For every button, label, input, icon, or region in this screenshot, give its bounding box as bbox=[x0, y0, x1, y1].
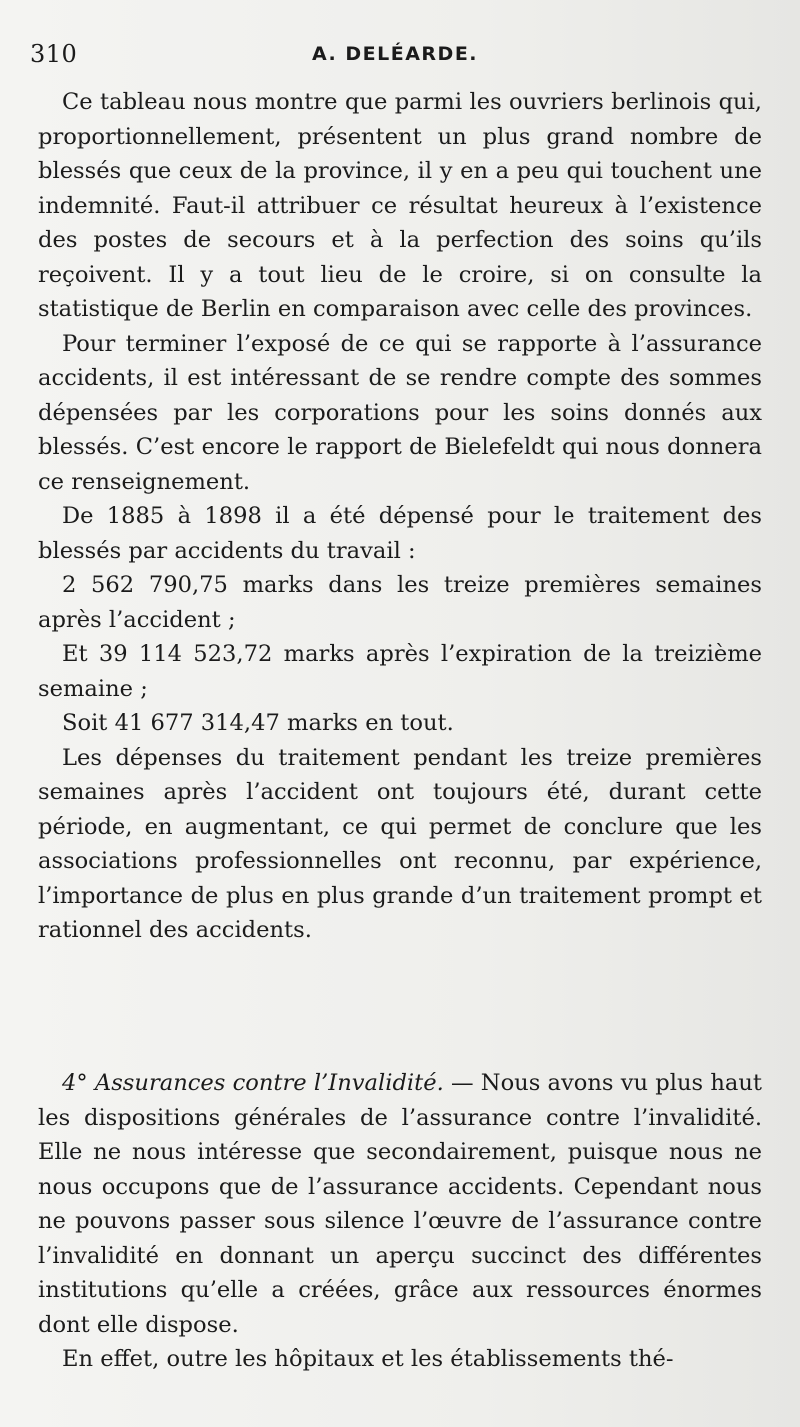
paragraph-total: Soit 41 677 314,47 marks en tout. bbox=[62, 710, 454, 736]
body-text-section-2 bbox=[38, 1066, 762, 1377]
paragraph-invalidite bbox=[38, 1066, 762, 1342]
section-title: 4° Assurances contre l’Invalidité. bbox=[62, 1070, 444, 1096]
section-intro-text: — Nous avons vu plus haut les dispositions générales de l’assurance contre l’invalidité. Elle ne nous intéresse que secondairement, puisque nous ne nous occupons que de l’assurance accidents. Cependant nous ne pouvons passer sous silence l’œuvre de l’assurance contre l’invalidité en donnant un aperçu succinct des différentes institutions qu’elle a créées, grâce aux ressources énormes dont elle dispose. bbox=[38, 1070, 762, 1338]
page-number: 310 bbox=[30, 40, 78, 68]
paragraph-pour-terminer: Pour terminer l’exposé de ce qui se rapporte à l’assurance accidents, il est intéressant de se rendre compte des sommes dépensées par les corporations pour les soins donnés aux blessés. C’est encore le rapport de Bielefeldt qui nous donnera ce renseignement. bbox=[38, 330, 762, 495]
page-header bbox=[30, 40, 770, 76]
paragraph-tableau: Ce tableau nous montre que parmi les ouvriers berlinois qui, proportionnellement, présentent un plus grand nombre de blessés que ceux de la province, il y en a peu qui touchent une indemnité. Faut-il attribuer ce résultat heureux à l’existence des postes de secours et à la perfection des soins qu’ils reçoivent. Il y a tout lieu de le croire, si on consulte la statistique de Berlin en comparaison avec celle des provinces. bbox=[38, 89, 762, 322]
paragraph-amount-1: 2 562 790,75 marks dans les treize premières semaines après l’accident ; bbox=[38, 572, 762, 633]
paragraph-amount-2: Et 39 114 523,72 marks après l’expiration de la treizième semaine ; bbox=[38, 641, 762, 702]
running-head: A. DELÉARDE. bbox=[312, 43, 479, 65]
paragraph-les-depenses: Les dépenses du traitement pendant les treize premières semaines après l’accident ont toujours été, durant cette période, en augmentant, ce qui permet de conclure que les associations professionnelles ont reconnu, par expérience, l’importance de plus en plus grande d’un traitement prompt et rationnel des accidents. bbox=[38, 744, 762, 943]
paragraph-de-1885: De 1885 à 1898 il a été dépensé pour le traitement des blessés par accidents du travail : bbox=[38, 503, 762, 564]
paragraph-en-effet: En effet, outre les hôpitaux et les établissements thé- bbox=[62, 1346, 674, 1372]
body-text-section-1 bbox=[38, 85, 762, 948]
